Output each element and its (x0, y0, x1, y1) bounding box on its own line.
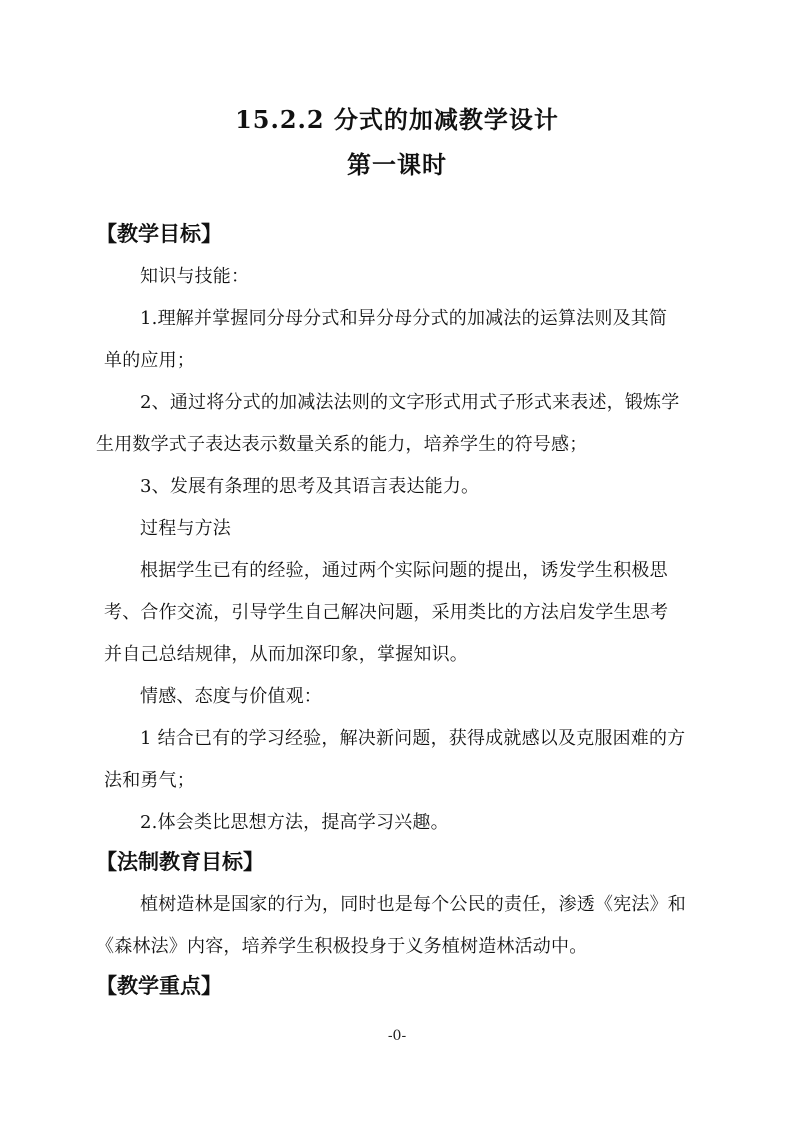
process-line-1: 根据学生已有的经验，通过两个实际问题的提出，诱发学生积极思 (140, 560, 668, 581)
knowledge-skills-label: 知识与技能： (140, 266, 250, 287)
legal-goal-line-2: 《森林法》内容，培养学生积极投身于义务植树造林活动中。 (96, 936, 588, 957)
goal-item-2-line-1: 2、通过将分式的加减法法则的文字形式用式子形式来表述，锻炼学 (140, 392, 680, 413)
legal-goal-line-1: 植树造林是国家的行为，同时也是每个公民的责任，渗透《宪法》和 (140, 894, 686, 915)
emotion-item-2: 2.体会类比思想方法，提高学习兴趣。 (140, 812, 449, 833)
document-subtitle: 第一课时 (347, 150, 447, 179)
section-heading-key-points: 【教学重点】 (96, 973, 222, 998)
emotion-item-1-line-2: 法和勇气； (104, 770, 195, 791)
goal-item-2-line-2: 生用数学式子表达表示数量关系的能力，培养学生的符号感； (96, 434, 588, 455)
goal-item-1-line-2: 单的应用； (104, 350, 195, 371)
process-line-3: 并自己总结规律，从而加深印象，掌握知识。 (104, 644, 468, 665)
goal-item-1-line-1: 1.理解并掌握同分母分式和异分母分式的加减法的运算法则及其简 (140, 308, 668, 329)
document-title: 15.2.2 分式的加减教学设计 (235, 105, 559, 134)
emotion-attitude-label: 情感、态度与价值观： (140, 686, 322, 707)
section-heading-teaching-goals: 【教学目标】 (96, 221, 222, 246)
process-method-label: 过程与方法 (140, 518, 231, 539)
emotion-item-1-line-1: 1 结合已有的学习经验，解决新问题，获得成就感以及克服困难的方 (140, 728, 686, 749)
section-heading-legal-goals: 【法制教育目标】 (96, 849, 264, 874)
process-line-2: 考、合作交流，引导学生自己解决问题，采用类比的方法启发学生思考 (104, 602, 669, 623)
goal-item-3: 3、发展有条理的思考及其语言表达能力。 (140, 476, 480, 497)
page-number: -0- (387, 1028, 407, 1044)
